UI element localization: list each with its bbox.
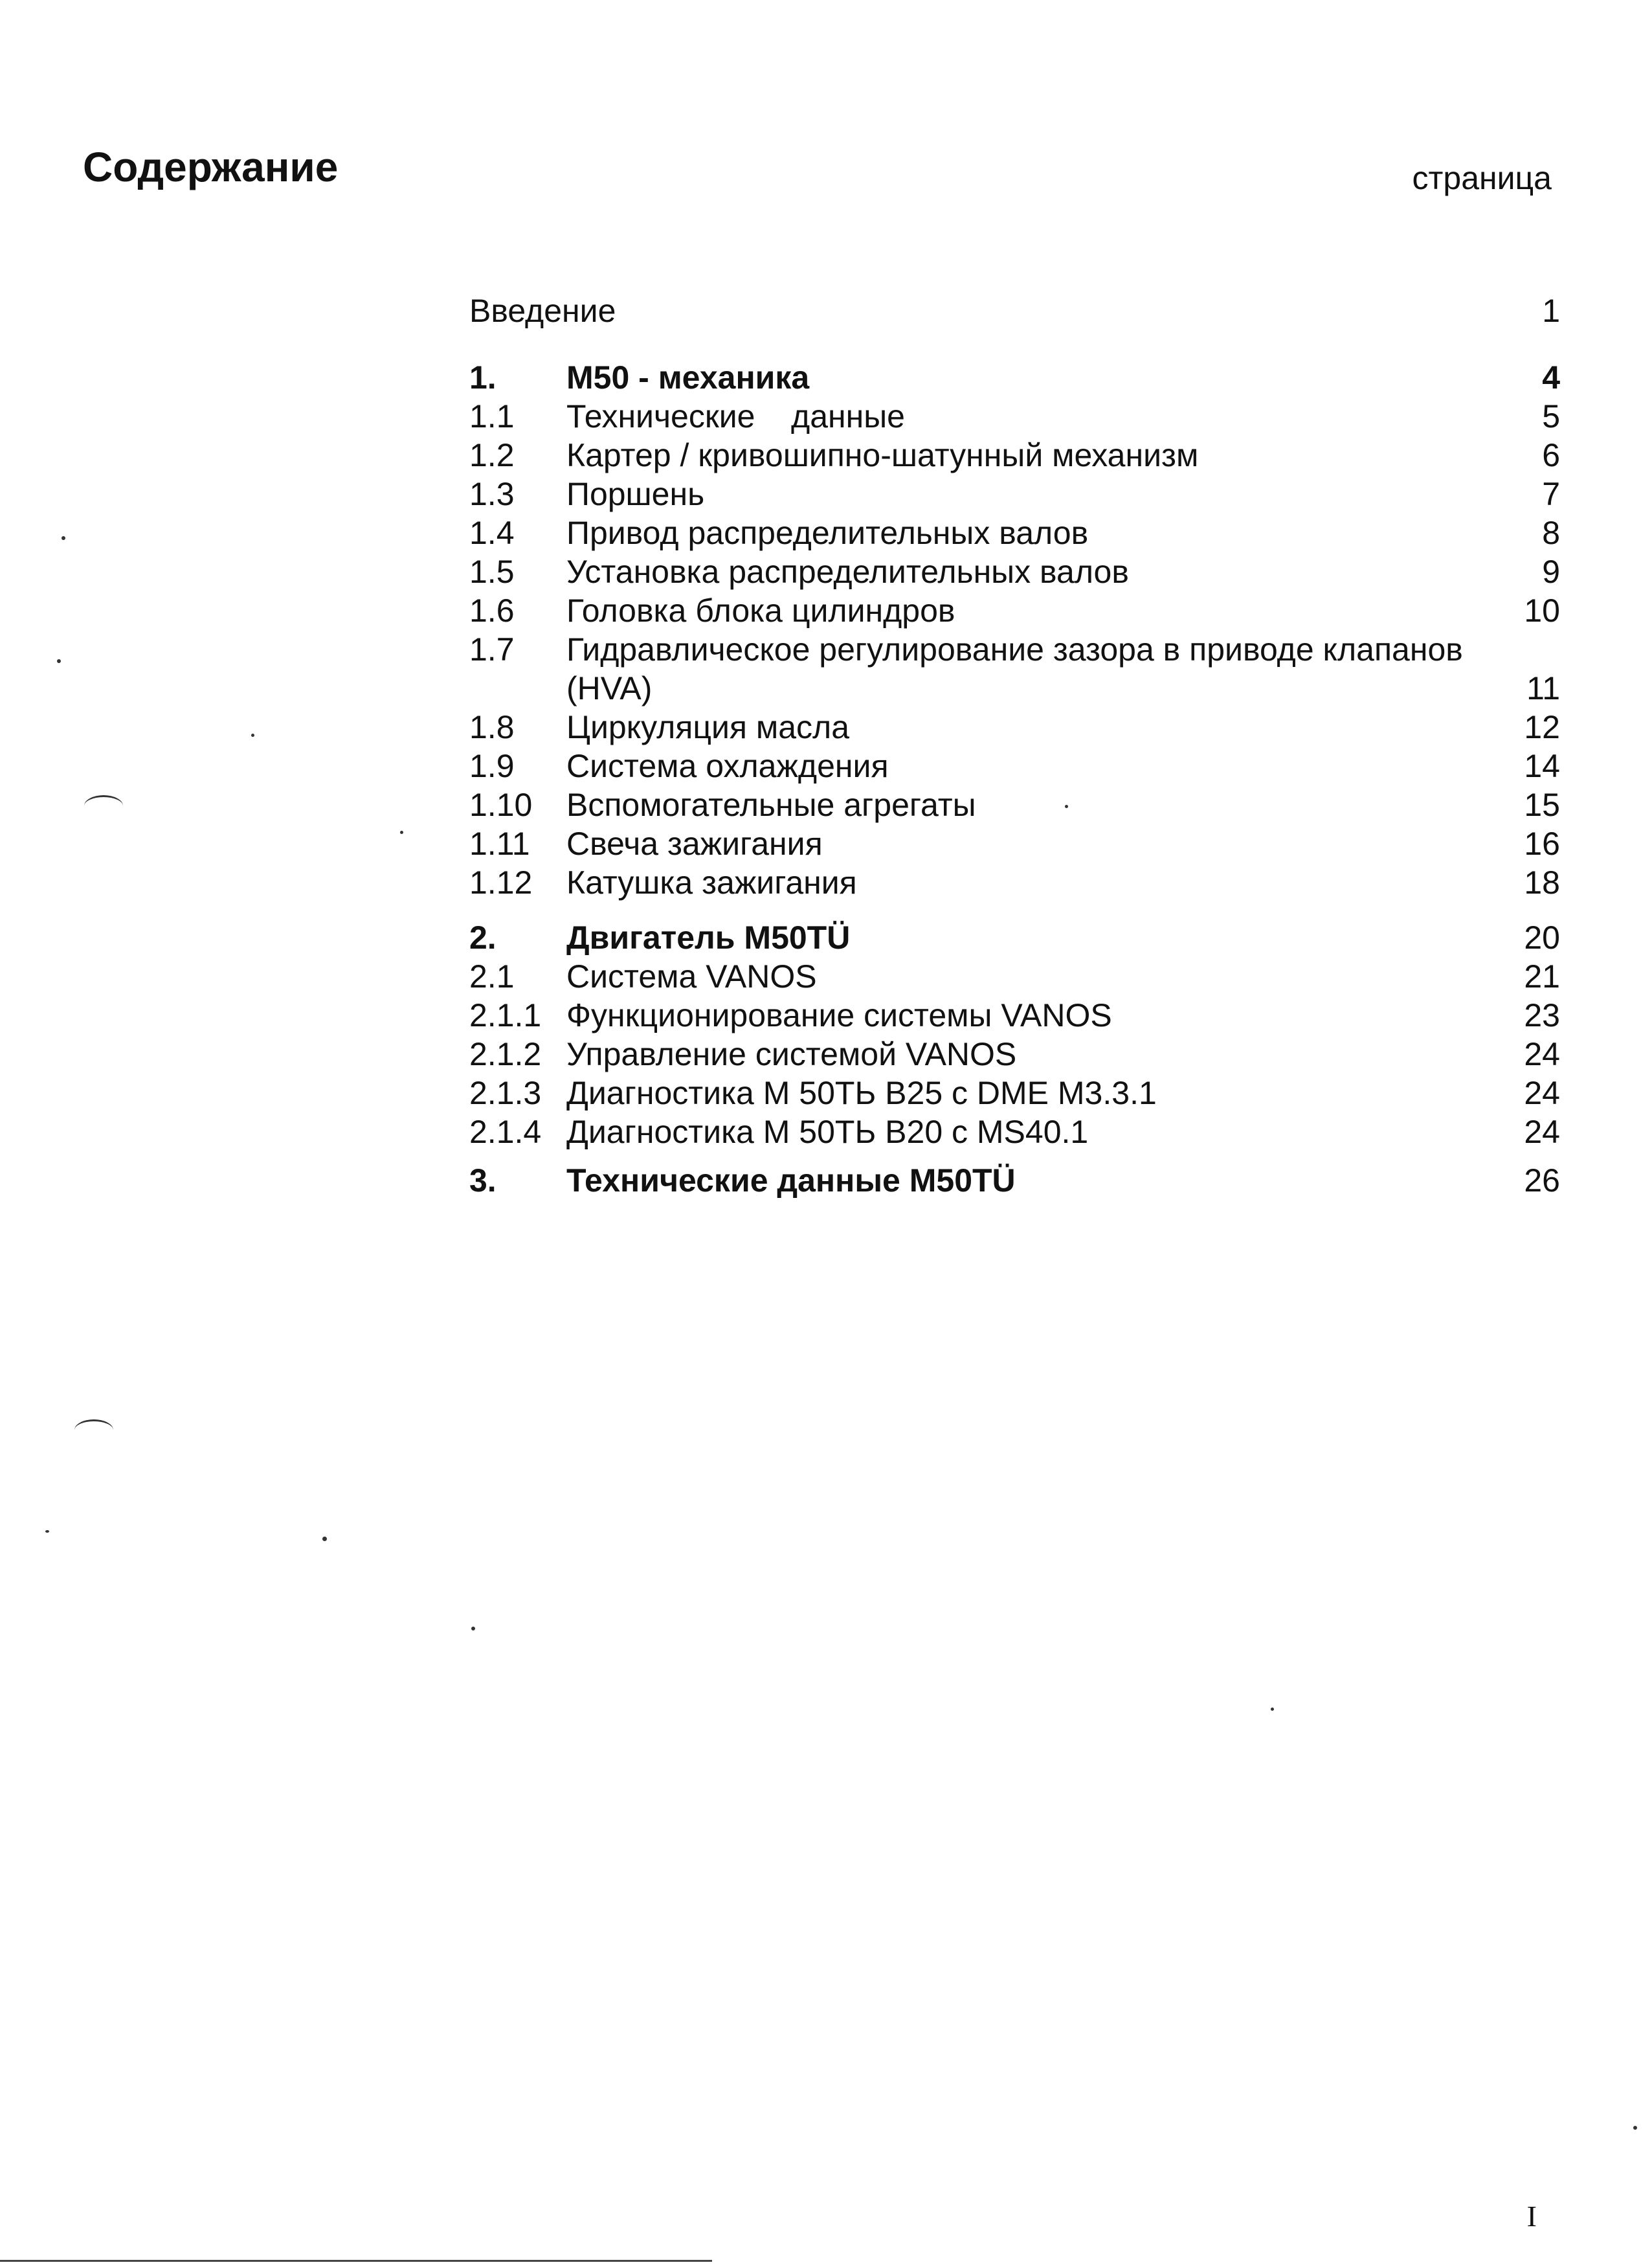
toc-entry-1-10[interactable] — [469, 785, 1560, 824]
toc-entry-page: 9 — [1542, 554, 1560, 590]
scan-speck — [45, 1530, 49, 1533]
toc-entry-number: 2.1.4 — [469, 1114, 542, 1150]
toc-entry-label: Головка блока цилиндров — [566, 592, 955, 629]
toc-entry-2-1-3[interactable] — [469, 1074, 1560, 1112]
scan-mark — [84, 795, 123, 817]
toc-entry-label: Гидравлическое регулирование зазора в приводе клапанов — [566, 631, 1463, 668]
toc-entry-page: 24 — [1524, 1114, 1560, 1150]
toc-entry-number: 1.1 — [469, 398, 515, 434]
toc-entry-label: Циркуляция масла — [566, 709, 850, 745]
toc-entry-number: 1.9 — [469, 748, 515, 784]
toc-entry-2-1[interactable] — [469, 957, 1560, 996]
toc-entry-number: 2.1.2 — [469, 1036, 542, 1072]
toc-entry-number: 2.1 — [469, 958, 515, 995]
toc-entry-1-5[interactable] — [469, 552, 1560, 591]
toc-entry-label: Диагностика M 50TЬ B20 с MS40.1 — [566, 1114, 1089, 1150]
toc-entry-page: 1 — [1542, 293, 1560, 329]
toc-entry-number: 1.5 — [469, 554, 515, 590]
toc-entry-label: Двигатель M50TÜ — [566, 919, 851, 956]
toc-entry-number: 1.7 — [469, 631, 515, 668]
toc-entry-1-11[interactable] — [469, 824, 1560, 863]
scan-mark — [74, 1419, 113, 1441]
toc-entry-page: 15 — [1524, 787, 1560, 823]
toc-entry-label: Картер / кривошипно-шатунный механизм — [566, 437, 1199, 473]
toc-entry-number: 1.3 — [469, 476, 515, 512]
toc-entry-page: 4 — [1542, 359, 1560, 396]
toc-entry-1-7[interactable] — [469, 630, 1560, 708]
toc-entry-page: 24 — [1524, 1075, 1560, 1111]
toc-entry-page: 10 — [1524, 592, 1560, 629]
toc-entry-1-8[interactable] — [469, 708, 1560, 747]
toc-entry-page: 18 — [1524, 864, 1560, 901]
toc-entry-number: 1.4 — [469, 515, 515, 551]
scan-speck — [1065, 805, 1068, 808]
toc-entry-number: 1.12 — [469, 864, 533, 901]
toc-entry-1-2[interactable] — [469, 436, 1560, 475]
toc-entry-1-4[interactable] — [469, 513, 1560, 552]
toc-entry-label: Вспомогательные агрегаты — [566, 787, 976, 823]
toc-entry-number: 1.11 — [469, 826, 530, 862]
scan-speck — [251, 734, 254, 737]
toc-entry-label: Функционирование системы VANOS — [566, 997, 1112, 1033]
toc-entry-label: Управление системой VANOS — [566, 1036, 1017, 1072]
toc-entry-label: Поршень — [566, 476, 705, 512]
toc-entry-label: Диагностика M 50TЬ B25 с DME M3.3.1 — [566, 1075, 1157, 1111]
scan-speck — [471, 1627, 475, 1630]
toc-entry-2-1-2[interactable] — [469, 1035, 1560, 1074]
toc-entry-label: Свеча зажигания — [566, 826, 823, 862]
toc-entry-label: Введение — [469, 293, 616, 329]
page-bottom-rule — [0, 2260, 712, 2262]
toc-entry-page: 11 — [1526, 670, 1560, 706]
toc-entry-2-1-4[interactable] — [469, 1112, 1560, 1151]
scan-speck — [1271, 1708, 1274, 1711]
toc-entry-page: 14 — [1524, 748, 1560, 784]
page-number: I — [1526, 2200, 1537, 2233]
toc-entry-page: 5 — [1542, 398, 1560, 434]
page-column-label: страница — [1412, 160, 1552, 196]
scan-speck — [61, 536, 65, 540]
toc-entry-label: Технические данные M50TÜ — [566, 1162, 1016, 1199]
toc-entry-number: 1. — [469, 359, 497, 396]
toc-entry-3[interactable] — [469, 1161, 1560, 1200]
toc-entry-label: Привод распределительных валов — [566, 515, 1089, 551]
toc-entry-page: 21 — [1524, 958, 1560, 995]
toc-entry-introduction[interactable] — [469, 291, 1560, 330]
toc-entry-page: 12 — [1524, 709, 1560, 745]
toc-entry-1-9[interactable] — [469, 747, 1560, 785]
toc-entry-number: 1.10 — [469, 787, 533, 823]
scan-speck — [400, 831, 403, 834]
toc-entry-number: 1.6 — [469, 592, 515, 629]
toc-entry-2-1-1[interactable] — [469, 996, 1560, 1035]
toc-entry-label: M50 - механика — [566, 359, 810, 396]
toc-entry-page: 26 — [1524, 1162, 1560, 1199]
scan-speck — [322, 1537, 327, 1541]
toc-entry-page: 8 — [1542, 515, 1560, 551]
toc-entry-page: 20 — [1524, 919, 1560, 956]
scan-speck — [1633, 2126, 1637, 2130]
toc-entry-page: 16 — [1524, 826, 1560, 862]
page-title: Содержание — [83, 144, 339, 190]
toc-entry-label: Катушка зажигания — [566, 864, 857, 901]
toc-entry-page: 24 — [1524, 1036, 1560, 1072]
toc-entry-label: Установка распределительных валов — [566, 554, 1129, 590]
toc-entry-label: Система VANOS — [566, 958, 817, 995]
scan-speck — [57, 659, 61, 663]
toc-entry-page: 6 — [1542, 437, 1560, 473]
toc-entry-1-6[interactable] — [469, 591, 1560, 630]
toc-entry-1[interactable] — [469, 358, 1560, 397]
toc-entry-number: 1.8 — [469, 709, 515, 745]
toc-entry-number: 2.1.3 — [469, 1075, 542, 1111]
toc-entry-label: Технические данные — [566, 398, 905, 434]
toc-entry-page: 7 — [1542, 476, 1560, 512]
toc-entry-1-12[interactable] — [469, 863, 1560, 902]
toc-entry-number: 3. — [469, 1162, 497, 1199]
toc-entry-1-3[interactable] — [469, 475, 1560, 513]
toc-entry-number: 1.2 — [469, 437, 515, 473]
toc-entry-label: Система охлаждения — [566, 748, 889, 784]
toc-entry-number: 2.1.1 — [469, 997, 542, 1033]
toc-entry-1-1[interactable] — [469, 397, 1560, 436]
toc-entry-page: 23 — [1524, 997, 1560, 1033]
toc-entry-2[interactable] — [469, 918, 1560, 957]
toc-entry-number: 2. — [469, 919, 497, 956]
toc-entry-label-continuation: (HVA) — [566, 670, 653, 706]
